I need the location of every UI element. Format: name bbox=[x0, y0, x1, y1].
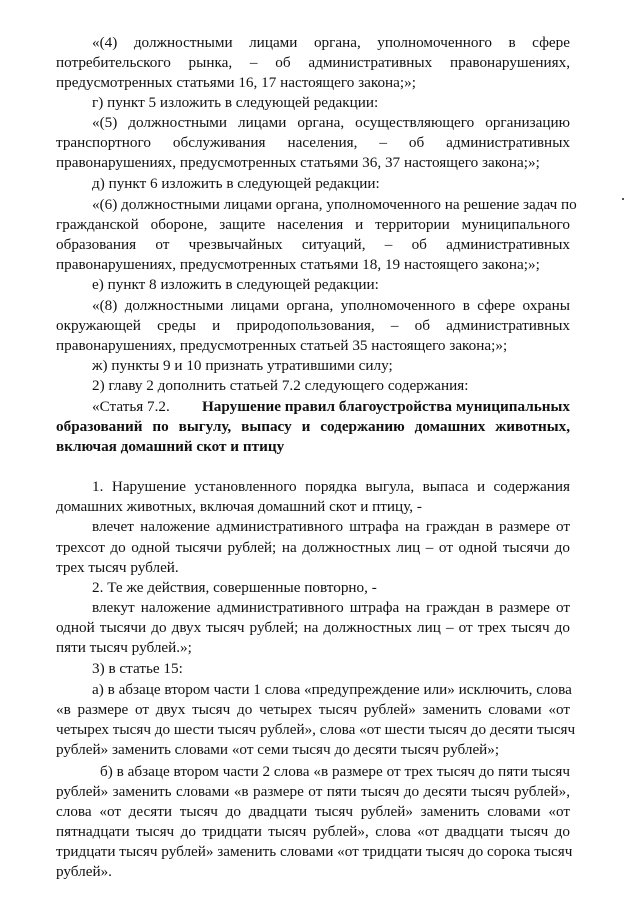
text-line: предусмотренных статьями 16, 17 настоящего закона;»; bbox=[56, 74, 416, 91]
text-line: 3) в статье 15: bbox=[92, 660, 183, 677]
text-line: гражданской обороне, защите населения и территории муниципального bbox=[56, 216, 570, 233]
text-line: трехсот до одной тысячи рублей; на должностных лиц – от одной тысячи до bbox=[56, 539, 570, 556]
scan-speck bbox=[622, 198, 624, 200]
text-line: 2. Те же действия, совершенные повторно, - bbox=[92, 579, 377, 596]
text-line: «в размере от двух тысяч до четырех тысяч рублей» заменить словами «от bbox=[56, 701, 570, 718]
text-line: правонарушениях, предусмотренных статьями 18, 19 настоящего закона;»; bbox=[56, 256, 540, 273]
text-line: образования от чрезвычайных ситуаций, – об административных bbox=[56, 236, 570, 253]
text-line: б) в абзаце втором части 2 слова «в размере от трех тысяч до пяти тысяч bbox=[100, 763, 570, 780]
text-line: е) пункт 8 изложить в следующей редакции: bbox=[92, 276, 379, 293]
article-title-line: включая домашний скот и птицу bbox=[56, 438, 285, 455]
text-line: «(4) должностными лицами органа, уполномоченного в сфере bbox=[92, 34, 570, 51]
text-line: рублей» заменить словами «от семи тысяч до десяти тысяч рублей»; bbox=[56, 741, 500, 758]
text-line: правонарушениях, предусмотренных статьей 35 настоящего закона;»; bbox=[56, 337, 508, 354]
text-line: 1. Нарушение установленного порядка выгула, выпаса и содержания bbox=[92, 478, 570, 495]
text-line: транспортного обслуживания населения, – об административных bbox=[56, 134, 570, 151]
text-line: домашних животных, включая домашний скот и птицу, - bbox=[56, 498, 422, 515]
article-title: Нарушение правил благоустройства муниципальных bbox=[201, 398, 570, 415]
text-line: тридцати тысяч рублей» заменить словами «от тридцати тысяч до сорока тысяч bbox=[56, 843, 573, 860]
text-line: правонарушениях, предусмотренных статьями 36, 37 настоящего закона;»; bbox=[56, 154, 540, 171]
text-line: а) в абзаце втором части 1 слова «предупреждение или» исключить, слова bbox=[92, 681, 572, 698]
text-line: четырех тысяч до шести тысяч рублей», слова «от шести тысяч до десяти тысяч bbox=[56, 721, 576, 738]
text-line: 2) главу 2 дополнить статьей 7.2 следующего содержания: bbox=[92, 377, 469, 394]
text-line: слова «от десяти тысяч до двадцати тысяч рублей» заменить словами «от bbox=[56, 803, 570, 820]
text-line: д) пункт 6 изложить в следующей редакции: bbox=[92, 175, 380, 192]
text-line: «(5) должностными лицами органа, осуществляющего организацию bbox=[92, 114, 570, 131]
article-number: «Статья 7.2. bbox=[92, 398, 170, 415]
article-title-line: образований по выгулу, выпасу и содержанию домашних животных, bbox=[56, 418, 570, 435]
text-line: одной тысячи до двух тысяч рублей; на должностных лиц – от трех тысяч до bbox=[56, 619, 570, 636]
text-line: рублей». bbox=[56, 863, 112, 880]
text-line: пяти тысяч рублей.»; bbox=[56, 639, 192, 656]
text-line: рублей» заменить словами «в размере от пяти тысяч до десяти тысяч рублей», bbox=[56, 783, 570, 800]
text-line: трех тысяч рублей. bbox=[56, 559, 179, 576]
text-line: ж) пункты 9 и 10 признать утратившими силу; bbox=[92, 357, 393, 374]
text-line: «(6) должностными лицами органа, уполномоченного на решение задач по bbox=[92, 196, 577, 213]
text-line: г) пункт 5 изложить в следующей редакции: bbox=[92, 94, 379, 111]
text-line: пятнадцати тысяч до тридцати тысяч рублей», слова «от двадцати тысяч до bbox=[56, 823, 570, 840]
article-heading bbox=[92, 397, 570, 417]
text-line: влечет наложение административного штрафа на граждан в размере от bbox=[92, 518, 570, 535]
text-line: потребительского рынка, – об административных правонарушениях, bbox=[56, 54, 570, 71]
text-line: «(8) должностными лицами органа, уполномоченного в сфере охраны bbox=[92, 297, 570, 314]
text-line: влекут наложение административного штрафа на граждан в размере от bbox=[92, 599, 570, 616]
text-line: окружающей среды и природопользования, – об административных bbox=[56, 317, 570, 334]
